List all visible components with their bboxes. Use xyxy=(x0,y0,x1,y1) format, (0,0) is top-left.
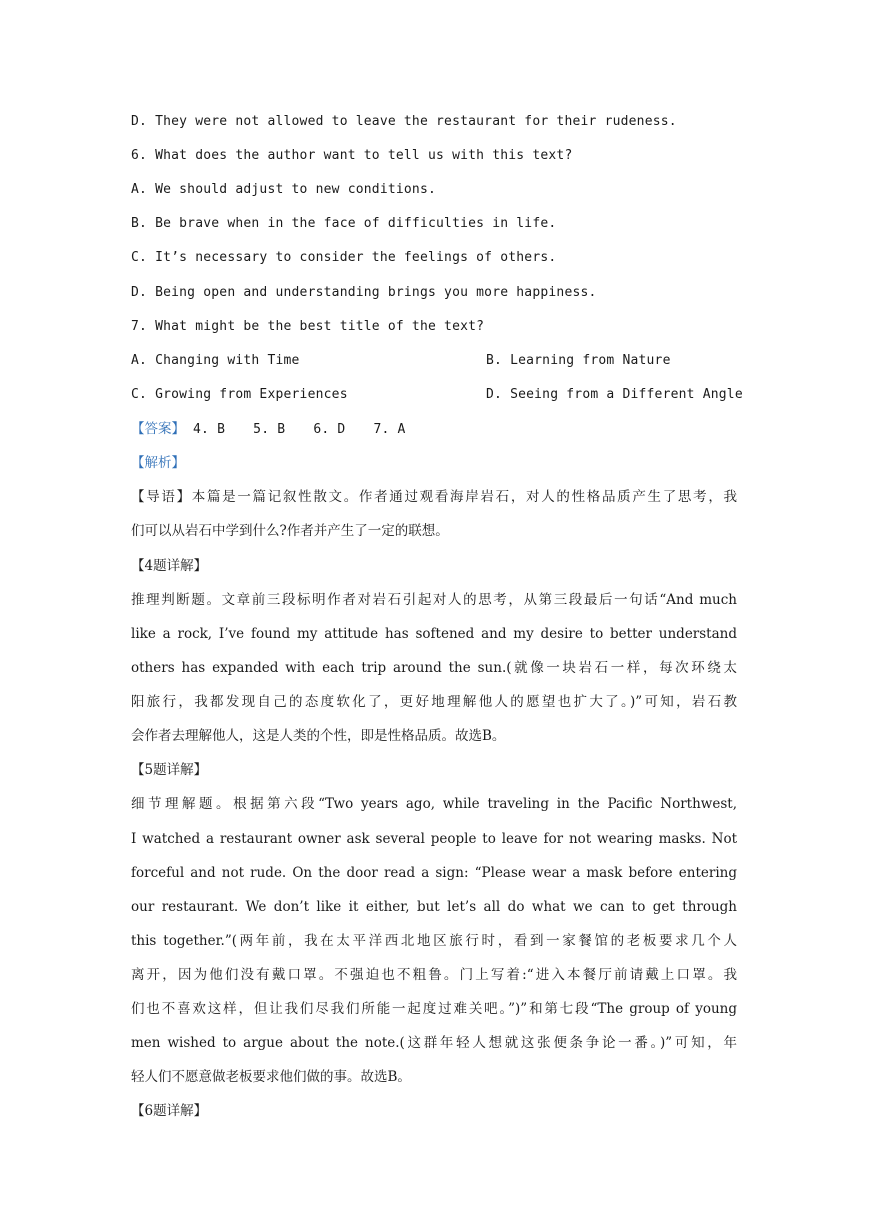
detail4-line: others has expanded with each trip around the sun.(就像一块岩石一样，每次环绕太 xyxy=(131,660,737,676)
analysis-label: 【解析】 xyxy=(131,455,185,471)
detail4-line: 会作者去理解他人，这是人类的个性，即是性格品质。故选B。 xyxy=(131,728,506,744)
intro-line-1 xyxy=(131,487,737,507)
q7-option-a: A. Changing with Time xyxy=(131,353,300,368)
intro-text: 本篇是一篇记叙性散文。作者通过观看海岸岩石，对人的性格品质产生了思考，我 xyxy=(191,489,738,505)
answer-line xyxy=(131,419,737,440)
q6-option-b: B. Be brave when in the face of difficulties in life. xyxy=(131,216,557,231)
q6-stem: 6. What does the author want to tell us with this text? xyxy=(131,148,573,163)
intro-label: 【导语】 xyxy=(131,489,192,505)
answer-item: 4. B xyxy=(193,422,226,437)
q6-option-a: A. We should adjust to new conditions. xyxy=(131,182,437,197)
detail5-line: forceful and not rude. On the door read a sign: “Please wear a mask before entering xyxy=(131,865,737,881)
q7-option-c: C. Growing from Experiences xyxy=(131,387,348,402)
detail5-line: our restaurant. We don’t like it either, but let’s all do what we can to get through xyxy=(131,899,737,915)
q3-option-d: D. They were not allowed to leave the restaurant for their rudeness. xyxy=(131,114,677,129)
answer-label: 【答案】 xyxy=(131,421,185,437)
detail5-line: men wished to argue about the note.(这群年轻人想就这张便条争论一番。)”可知，年 xyxy=(131,1035,737,1051)
intro-line-2: 们可以从岩石中学到什么?作者并产生了一定的联想。 xyxy=(131,523,449,539)
answer-item: 5. B xyxy=(253,422,286,437)
q7-stem: 7. What might be the best title of the text? xyxy=(131,319,485,334)
q7-option-d: D. Seeing from a Different Angle xyxy=(486,387,743,402)
q6-option-d: D. Being open and understanding brings you more happiness. xyxy=(131,285,597,300)
q6-option-c: C. It’s necessary to consider the feelings of others. xyxy=(131,250,557,265)
detail4-line: 推理判断题。文章前三段标明作者对岩石引起对人的思考，从第三段最后一句话“And much xyxy=(131,592,737,608)
answer-item: 6. D xyxy=(313,422,346,437)
detail5-line: 离开，因为他们没有戴口罩。不强迫也不粗鲁。门上写着:“进入本餐厅前请戴上口罩。我 xyxy=(131,967,737,983)
detail5-line: this together.”(两年前，我在太平洋西北地区旅行时，看到一家餐馆的老板要求几个人 xyxy=(131,933,737,949)
detail5-line: 细节理解题。根据第六段“Two years ago, while traveling in the Pacific Northwest, xyxy=(131,796,737,812)
detail5-heading: 【5题详解】 xyxy=(131,762,208,778)
detail5-line: 轻人们不愿意做老板要求他们做的事。故选B。 xyxy=(131,1069,411,1085)
detail4-line: 阳旅行，我都发现自己的态度软化了，更好地理解他人的愿望也扩大了。)”可知，岩石教 xyxy=(131,694,737,710)
q7-option-b: B. Learning from Nature xyxy=(486,353,671,368)
answer-item: 7. A xyxy=(373,422,406,437)
detail5-line: I watched a restaurant owner ask several people to leave for not wearing masks. Not xyxy=(131,831,737,847)
detail4-heading: 【4题详解】 xyxy=(131,558,208,574)
detail6-heading: 【6题详解】 xyxy=(131,1103,208,1119)
detail4-line: like a rock, I’ve found my attitude has softened and my desire to better understand xyxy=(131,626,737,642)
detail5-line: 们也不喜欢这样，但让我们尽我们所能一起度过难关吧。”)”和第七段“The group of young xyxy=(131,1001,737,1017)
